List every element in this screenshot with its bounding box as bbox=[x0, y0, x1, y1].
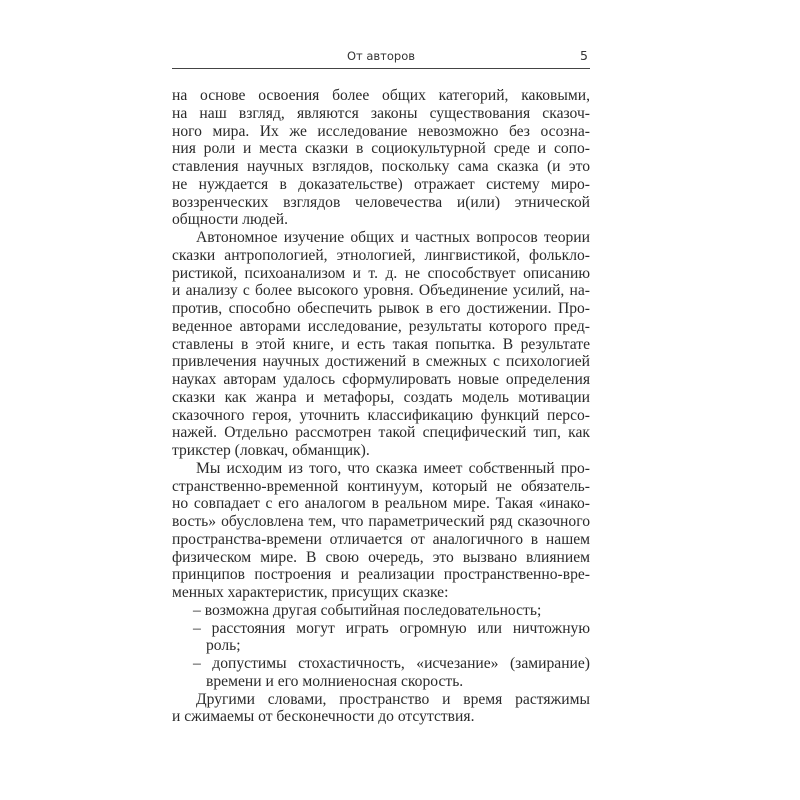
list-item bbox=[172, 602, 590, 620]
list-item bbox=[172, 620, 590, 656]
text-line: науках авторам удалось сформулировать новые определения bbox=[172, 371, 590, 388]
running-header bbox=[172, 46, 590, 69]
text-line: ставлены в этой книге, и есть такая попытка. В результате bbox=[172, 335, 590, 353]
text-line: менных характеристик, присущих сказке: bbox=[172, 584, 449, 601]
text-line: нажей. Отдельно рассмотрен такой специфический тип, как bbox=[172, 424, 590, 442]
text-line: трикстер (ловкач, обманщик). bbox=[172, 442, 370, 459]
text-line: и сжимаемы от бесконечности до отсутствия. bbox=[172, 708, 475, 726]
paragraph bbox=[172, 460, 590, 602]
text-line: веденное авторами исследование, результаты которого пред- bbox=[172, 317, 590, 335]
text-line: ного мира. Их же исследование невозможно без осозна- bbox=[172, 122, 590, 140]
text-line: – возможна другая событийная последовательность; bbox=[193, 601, 542, 619]
paragraph bbox=[172, 691, 590, 727]
text-line: – расстояния могут играть огромную или ничтожную bbox=[193, 619, 590, 637]
paragraph bbox=[172, 229, 590, 460]
text-line: принципов построения и реализации пространственно-вре- bbox=[172, 566, 590, 584]
page-number: 5 bbox=[580, 48, 588, 63]
text-line: Другими словами, пространство и время растяжимы bbox=[196, 690, 590, 708]
text-line: ния роли и места сказки в социокультурной среде и сопо- bbox=[172, 140, 590, 158]
text-line: на наш взгляд, являются законы существования сказоч- bbox=[172, 104, 590, 122]
text-line: ристикой, психоанализом и т. д. не способствует описанию bbox=[172, 264, 590, 282]
text-line: и анализу с более высокого уровня. Объединение усилий, на- bbox=[172, 282, 590, 300]
text-line: ставления научных взглядов, поскольку сама сказка (и это bbox=[172, 158, 590, 175]
text-line: привлечения научных достижений в смежных с психологией bbox=[172, 353, 590, 371]
text-line: не нуждается в доказательстве) отражает систему миро- bbox=[172, 175, 590, 193]
text-line: сказочного героя, уточнить классификацию функций персо- bbox=[172, 406, 590, 424]
list-item bbox=[172, 655, 590, 691]
text-line: сказки антропологией, этнологией, лингвистикой, фолькло- bbox=[172, 246, 590, 264]
running-title: От авторов bbox=[346, 49, 416, 63]
text-line: физическом мире. В свою очередь, это вызвано влиянием bbox=[172, 548, 590, 566]
paragraph bbox=[172, 87, 590, 229]
text-line: странственно-временной континуум, который не обязатель- bbox=[172, 477, 590, 495]
text-line: – допустимы стохастичность, «исчезание» (замирание) bbox=[193, 655, 590, 672]
text-line: против, способно обеспечить рывок в его достижении. Про- bbox=[172, 300, 590, 317]
text-line: воззренческих взглядов человечества и(или) этнической bbox=[172, 193, 590, 211]
text-line: Автономное изучение общих и частных вопросов теории bbox=[196, 229, 590, 246]
text-line: вость» обусловлена тем, что параметрический ряд сказочного bbox=[172, 513, 590, 530]
text-line: сказки как жанра и метафоры, создать модель мотивации bbox=[172, 388, 590, 406]
page-body bbox=[172, 87, 590, 726]
text-line: роль; bbox=[206, 637, 241, 655]
text-line: общности людей. bbox=[172, 211, 288, 229]
text-line: времени и его молниеносная скорость. bbox=[206, 672, 464, 690]
text-line: но совпадает с его аналогом в реальном мире. Такая «инако- bbox=[172, 495, 590, 513]
text-line: Мы исходим из того, что сказка имеет собственный про- bbox=[196, 459, 590, 477]
text-line: на основе освоения более общих категорий, каковыми, bbox=[172, 87, 590, 104]
text-line: пространства-времени отличается от аналогичного в нашем bbox=[172, 530, 590, 548]
